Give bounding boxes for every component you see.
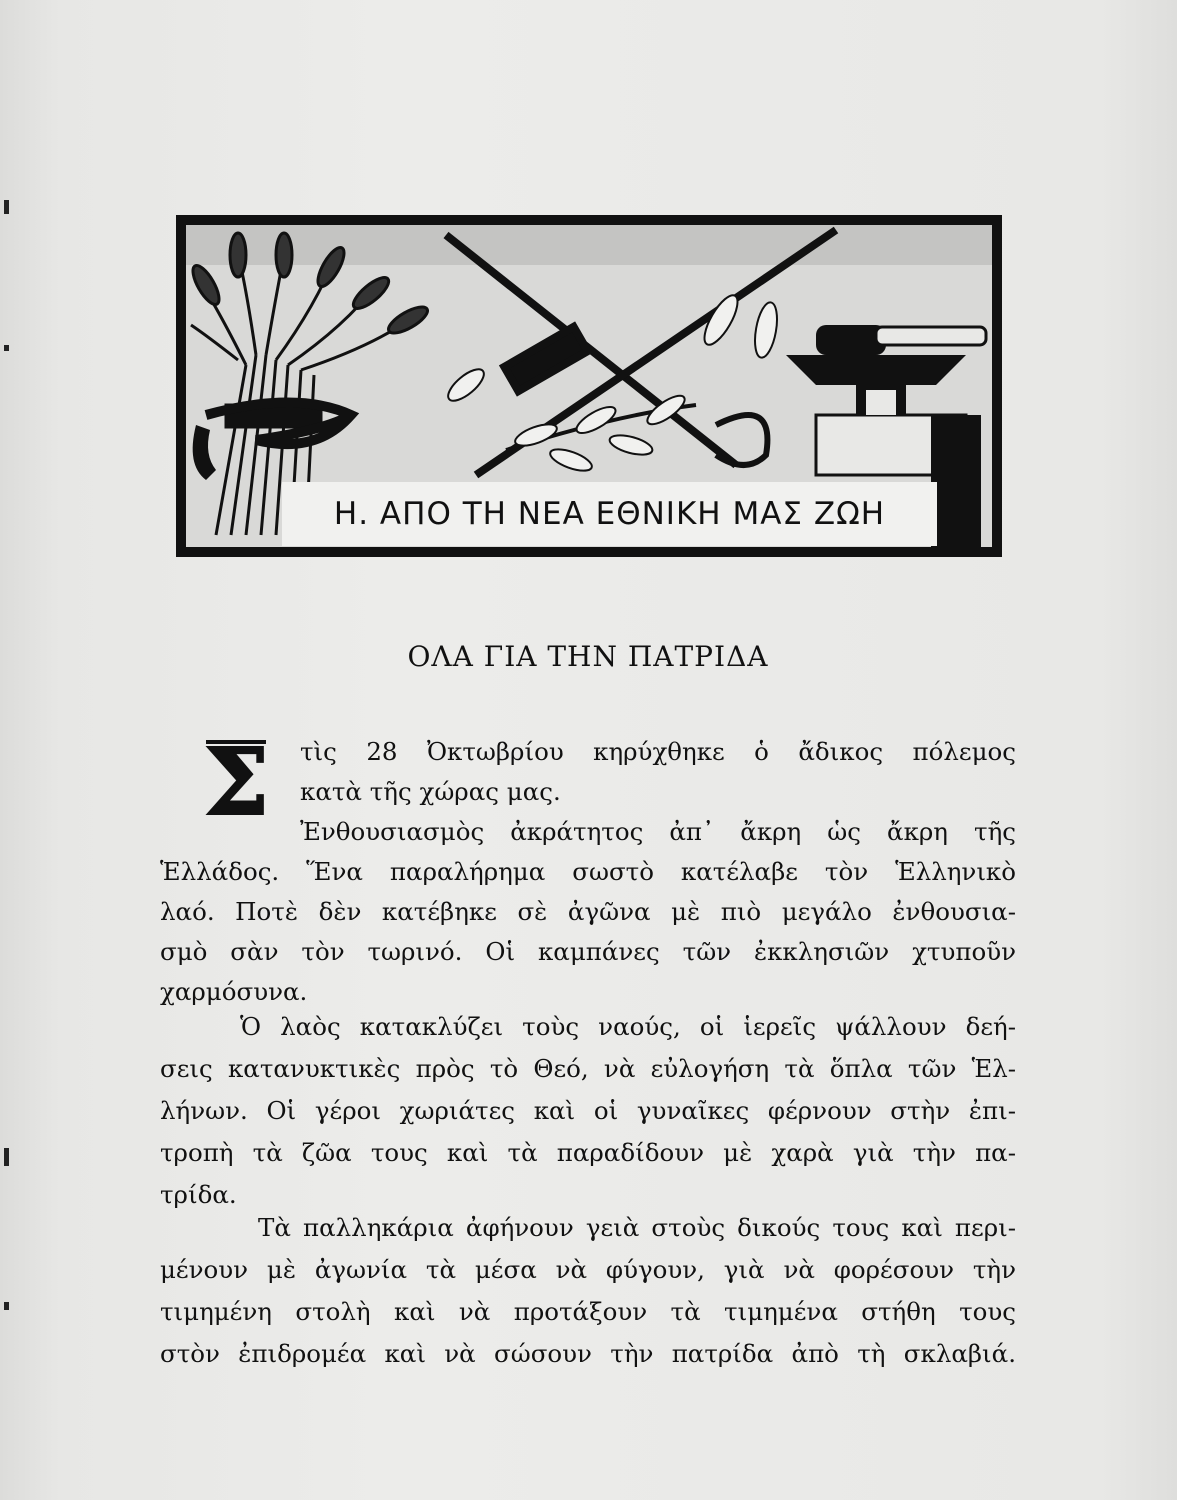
binding-mark xyxy=(4,200,9,214)
text-line: τὶς 28 Ὀκτωβρίου κηρύχθηκε ὁ ἄδικος πόλεμος xyxy=(300,737,1016,766)
text-line: λαό. Ποτὲ δὲν κατέβηκε σὲ ἀγῶνα μὲ πιὸ μεγάλο ἐνθουσια- xyxy=(160,897,1016,926)
dropcap-sigma-icon xyxy=(196,734,276,829)
text-line: κατὰ τῆς χώρας μας. xyxy=(300,777,561,806)
binding-mark xyxy=(4,345,9,351)
text-line: χαρμόσυνα. xyxy=(160,977,308,1006)
binding-mark xyxy=(4,1148,9,1166)
text-line: τροπὴ τὰ ζῶα τους καὶ τὰ παραδίδουν μὲ χαρὰ γιὰ τὴν πα- xyxy=(160,1138,1016,1167)
text-line: σεις κατανυκτικὲς πρὸς τὸ Θεό, νὰ εὐλογήση τὰ ὅπλα τῶν Ἑλ- xyxy=(160,1054,1016,1083)
text-line: Ἐνθουσιασμὸς ἀκράτητος ἀπ᾿ ἄκρη ὡς ἄκρη τῆς xyxy=(300,817,1016,846)
text-line: Τὰ παλληκάρια ἀφήνουν γειὰ στοὺς δικούς τους καὶ περι- xyxy=(258,1213,1016,1242)
text-line: σμὸ σὰν τὸν τωρινό. Οἱ καμπάνες τῶν ἐκκλησιῶν χτυποῦν xyxy=(160,937,1016,966)
text-line: τιμημένη στολὴ καὶ νὰ προτάξουν τὰ τιμημένα στήθη τους xyxy=(160,1297,1016,1326)
text-line: Ἑλλάδος. Ἕνα παραλήρημα σωστὸ κατέλαβε τὸν Ἑλληνικὸ xyxy=(160,857,1016,886)
text-line: στὸν ἐπιδρομέα καὶ νὰ σώσουν τὴν πατρίδα ἀπὸ τὴ σκλαβιά. xyxy=(160,1339,1016,1368)
text-line: τρίδα. xyxy=(160,1180,237,1209)
banner-caption: Η. ΑΠΟ ΤΗ ΝΕΑ ΕΘΝΙΚΗ ΜΑΣ ΖΩΗ xyxy=(282,482,937,546)
text-line: μένουν μὲ ἀγωνία τὰ μέσα νὰ φύγουν, γιὰ νὰ φορέσουν τὴν xyxy=(160,1255,1016,1284)
dropcap-letter: Σ xyxy=(204,734,270,829)
chapter-title: ΟΛΑ ΓΙΑ ΤΗΝ ΠΑΤΡΙΔΑ xyxy=(407,640,769,673)
text-line: Ὁ λαὸς κατακλύζει τοὺς ναούς, οἱ ἱερεῖς ψάλλουν δεή- xyxy=(240,1012,1016,1041)
binding-mark xyxy=(4,1302,9,1310)
text-line: λήνων. Οἱ γέροι χωριάτες καὶ οἱ γυναῖκες φέρνουν στὴν ἐπι- xyxy=(160,1096,1016,1125)
